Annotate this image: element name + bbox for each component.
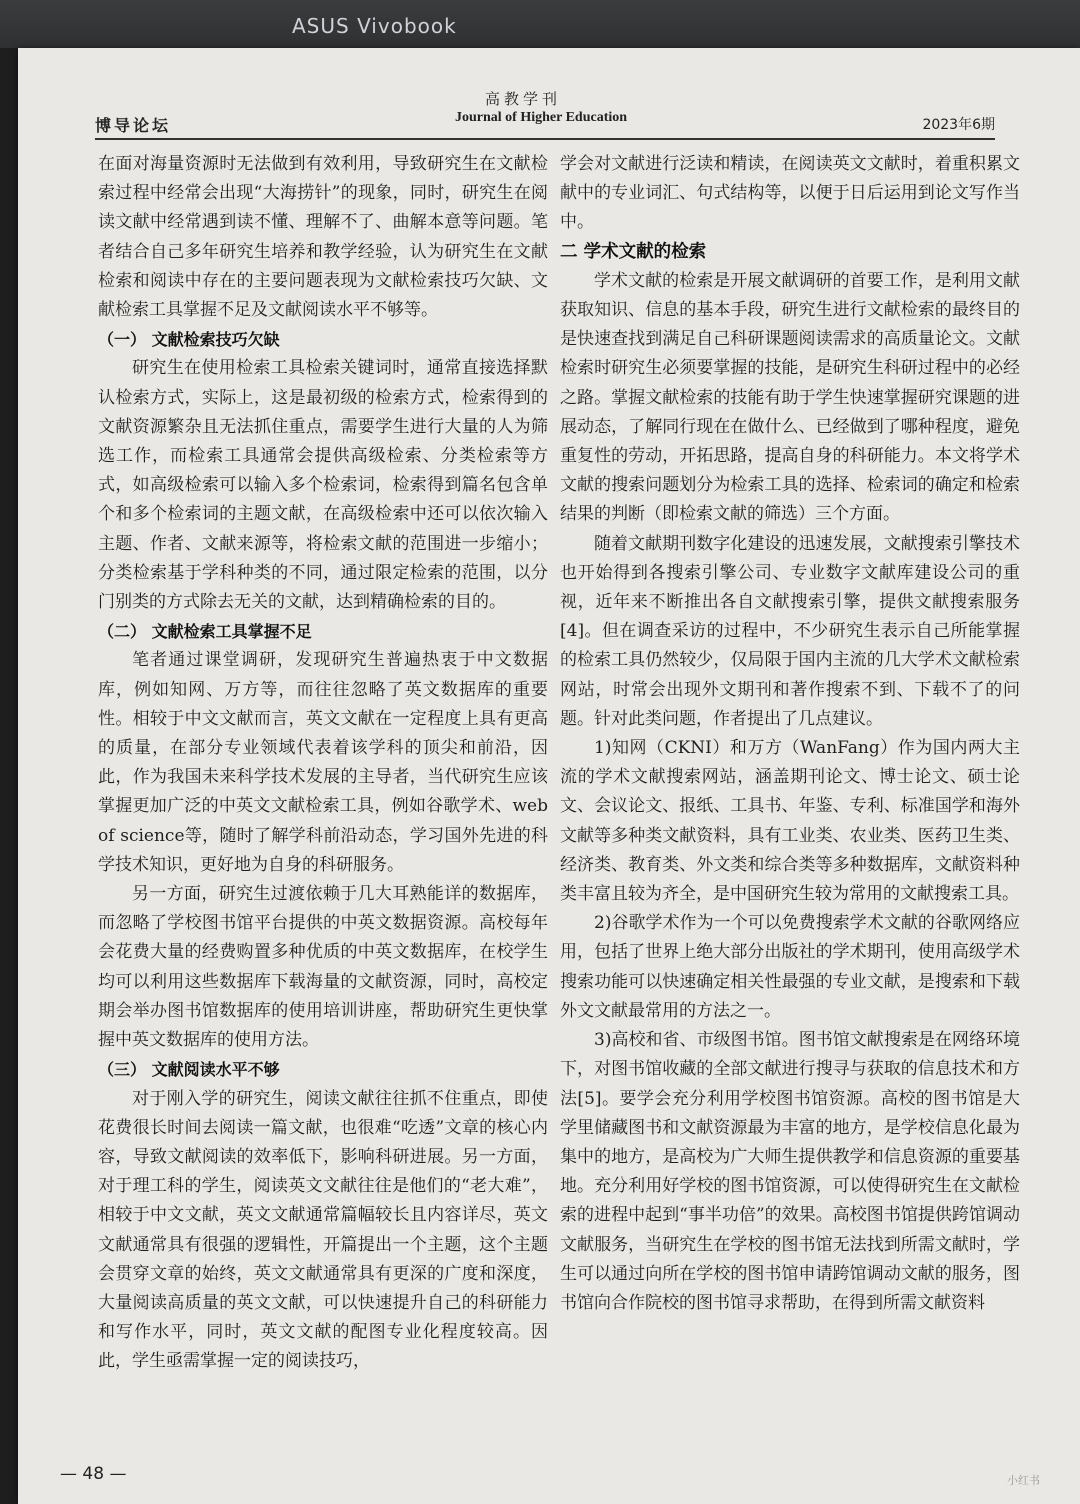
issue-label: 2023年6期 — [922, 117, 995, 133]
paragraph: 另一方面，研究生过渡依赖于几大耳熟能详的数据库，而忽略了学校图书馆平台提供的中英文数据资源。高校每年会花费大量的经费购置多种优质的中英文数据库，在校学生均可以利用这些数据库下载海量的文献资源，同时，高校定期会举办图书馆数据库的使用培训讲座，帮助研究生更快掌握中英文数据库的使用方法。 — [98, 884, 548, 1051]
subheading: （二） 文献检索工具掌握不足 — [98, 622, 312, 642]
journal-title-en: Journal of Higher Education — [455, 110, 628, 125]
section-label: 博导论坛 — [95, 116, 172, 135]
subheading: （三） 文献阅读水平不够 — [98, 1060, 280, 1080]
paragraph: 对于刚入学的研究生，阅读文献往往抓不住重点，即使花费很长时间去阅读一篇文献，也很难“吃透”文章的核心内容，导致文献阅读的效率低下，影响科研进展。另一方面，对于理工科的学生，阅读英文文献往往是他们的“老大难”，相较于中文文献，英文文献通常篇幅较长且内容详尽，英文文献通常具有很强的逻辑性，开篇提出一个主题，这个主题会贯穿文章的始终，英文文献通常具有更深的广度和深度，大量阅读高质量的英文文献，可以快速提升自己的科研能力和写作水平，同时，英文文献的配图专业化程度较高。因此，学生亟需掌握一定的阅读技巧， — [98, 1088, 548, 1372]
paragraph: 笔者通过课堂调研，发现研究生普遍热衷于中文数据库，例如知网、万方等，而往往忽略了英文数据库的重要性。相较于中文文献而言，英文文献在一定程度上具有更高的质量，在部分专业领域代表着该学科的顶尖和前沿，因此，作为我国未来科学技术发展的主导者，当代研究生应该掌握更加广泛的中英文文献检索工具，例如谷歌学术、web of science等，随时了解学科前沿动态，学习国外先进的科学技术知识，更好地为自身的科研服务。 — [98, 650, 548, 875]
paragraph: 学术文献的检索是开展文献调研的首要工作，是利用文献获取知识、信息的基本手段，研究生进行文献检索的最终目的是快速查找到满足自己科研课题阅读需求的高质量论文。文献检索时研究生必须要掌握的技能，是研究生科研过程中的必经之路。掌握文献检索的技能有助于学生快速掌握研究课题的进展动态，了解同行现在在做什么、已经做到了哪种程度，避免重复性的劳动，开拓思路，提高自身的科研能力。本文将学术文献的搜索问题划分为检索工具的选择、检索词的确定和检索结果的判断（即检索文献的筛选）三个方面。 — [560, 270, 1020, 525]
paragraph: 学会对文献进行泛读和精读，在阅读英文文献时，着重积累文献中的专业词汇、句式结构等，以便于日后运用到论文写作当中。 — [560, 154, 1020, 233]
laptop-brand: ASUS Vivobook — [292, 14, 457, 38]
right-column — [560, 150, 1020, 1450]
paragraph: 1)知网（CKNI）和万方（WanFang）作为国内两大主流的学术文献搜索网站，涵盖期刊论文、博士论文、硕士论文、会议论文、报纸、工具书、年鉴、专利、标准国学和海外文献等多种类文献资料，具有工业类、农业类、医药卫生类、经济类、教育类、外文类和综合类等多种数据库，文献资料种类丰富且较为齐全，是中国研究生较为常用的文献搜索工具。 — [560, 738, 1020, 905]
background-edge — [0, 48, 18, 1504]
paragraph: 3)高校和省、市级图书馆。图书馆文献搜索是在网络环境下，对图书馆收藏的全部文献进行搜寻与获取的信息技术和方法[5]。要学会充分利用学校图书馆资源。高校的图书馆是大学里储藏图书和文献资源最为丰富的地方，是学校信息化最为集中的地方，是高校为广大师生提供教学和信息资源的重要基地。充分利用好学校的图书馆资源，可以使得研究生在文献检索的进程中起到“事半功倍”的效果。高校图书馆提供跨馆调动文献服务，当研究生在学校的图书馆无法找到所需文献时，学生可以通过向所在学校的图书馆申请跨馆调动文献的服务，图书馆向合作院校的图书馆寻求帮助，在得到所需文献资料 — [560, 1030, 1020, 1313]
watermark: 小红书 — [1007, 1474, 1040, 1487]
paragraph: 在面对海量资源时无法做到有效利用，导致研究生在文献检索过程中经常会出现“大海捞针”的现象，同时，研究生在阅读文献中经常遇到读不懂、理解不了、曲解本意等问题。笔者结合自己多年研究生培养和教学经验，认为研究生在文献检索和阅读中存在的主要问题表现为文献检索技巧欠缺、文献检索工具掌握不足及文献阅读水平不够等。 — [98, 154, 548, 321]
paragraph: 2)谷歌学术作为一个可以免费搜索学术文献的谷歌网络应用，包括了世界上绝大部分出版社的学术期刊，使用高级学术搜索功能可以快速确定相关性最强的专业文献，是搜索和下载外文文献最常用的方法之一。 — [560, 913, 1020, 1021]
journal-title-cn: 高教学刊 — [485, 90, 562, 108]
subheading: （一） 文献检索技巧欠缺 — [98, 330, 280, 350]
section-heading: 二 学术文献的检索 — [560, 241, 707, 262]
page-header — [95, 88, 995, 140]
left-column — [98, 150, 548, 1450]
paragraph: 研究生在使用检索工具检索关键词时，通常直接选择默认检索方式，实际上，这是最初级的检索方式，检索得到的文献资源繁杂且无法抓住重点，需要学生进行大量的人为筛选工作，而检索工具通常会提供高级检索、分类检索等方式，如高级检索可以输入多个检索词，检索得到篇名包含单个和多个检索词的主题文献，在高级检索中还可以依次输入主题、作者、文献来源等，将检索文献的范围进一步缩小；分类检索基于学科种类的不同，通过限定检索的范围，以分门别类的方式除去无关的文献，达到精确检索的目的。 — [98, 358, 548, 613]
paragraph: 随着文献期刊数字化建设的迅速发展，文献搜索引擎技术也开始得到各搜索引擎公司、专业数字文献库建设公司的重视，近年来不断推出各自文献搜索引擎，提供文献搜索服务[4]。但在调查采访的过程中，不少研究生表示自己所能掌握的检索工具仍然较少，仅局限于国内主流的几大学术文献检索网站，时常会出现外文期刊和著作搜索不到、下载不了的问题。针对此类问题，作者提出了几点建议。 — [560, 533, 1020, 729]
page-number: — 48 — — [60, 1464, 127, 1484]
